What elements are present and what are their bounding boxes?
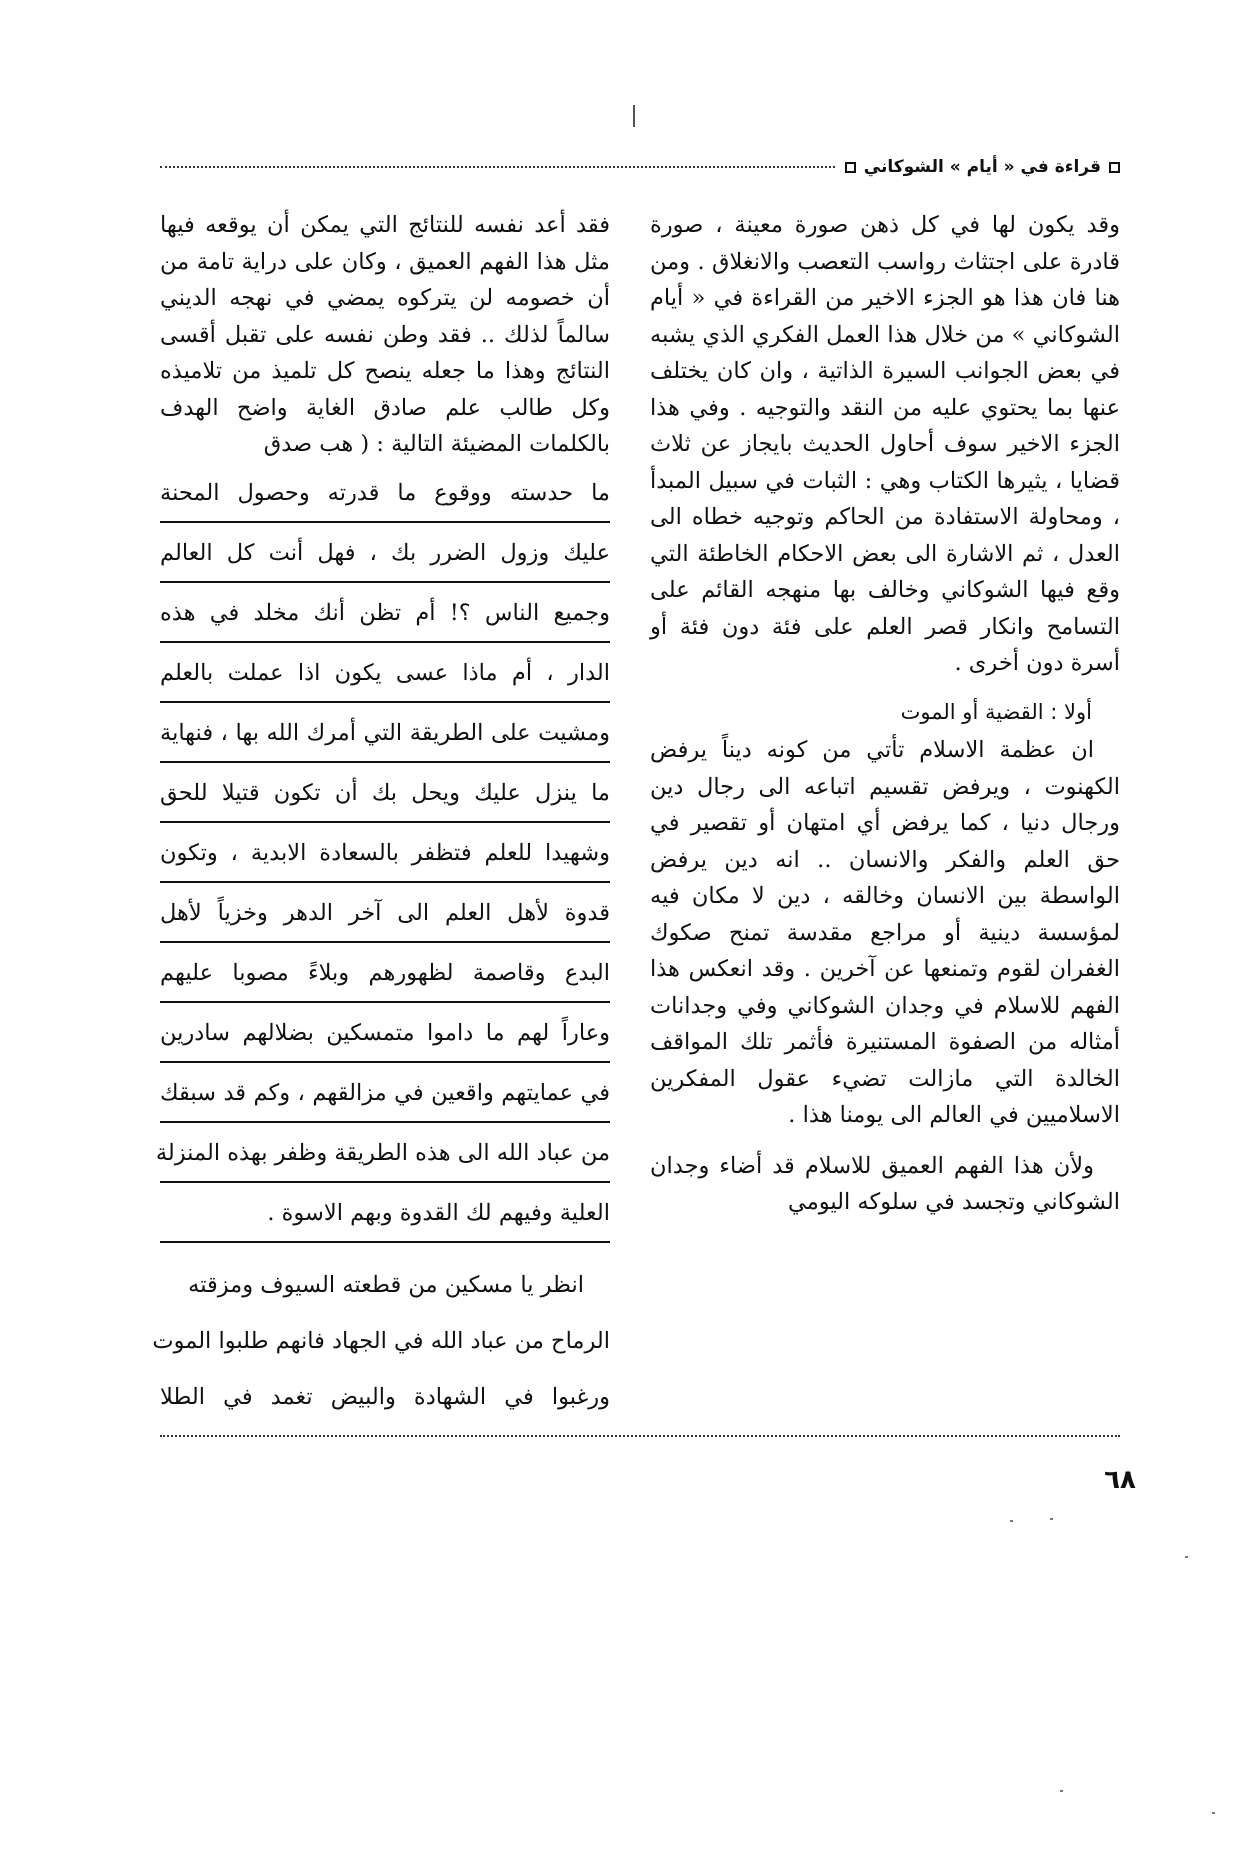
right-paragraph-2: ان عظمة الاسلام تأتي من كونه ديناً يرفض الكهنوت ، ويرفض تقسيم اتباعه الى رجال دين ورجال دنيا ، كما يرفض أي امتهان أو تقصير في حق العلم والفكر والانسان .. انه دين يرفض الواسطة بين الانسان وخالقه ، دين لا مكان فيه لمؤسسة دينية أو مراجع مقدسة تمنح صكوك الغفران لقوم وتمنعها عن آخرين . وقد انعكس هذا الفهم للاسلام في وجدان الشوكاني وفي وجدانات أمثاله من الصفوة المستنيرة فأثمر تلك المواقف الخالدة التي مازالت تضيء عقول المفكرين الاسلاميين في العالم الى يومنا هذا . xyxy=(650,737,1120,1128)
verse-block xyxy=(152,1257,610,1425)
header-box-icon xyxy=(845,162,856,173)
scan-speck xyxy=(1185,1556,1188,1558)
quote-line: الدار ، أم ماذا عسى يكون اذا عملت بالعلم xyxy=(160,643,610,703)
verse-line: ورغبوا في الشهادة والبيض تغمد في الطلا xyxy=(160,1383,610,1410)
header-dotted-rule xyxy=(160,166,835,168)
left-paragraph-1: فقد أعد نفسه للنتائج التي يمكن أن يوقعه فيها مثل هذا الفهم العميق ، وكان على دراية تامة من أن خصومه لن يتركوه يمضي في نهجه الديني سالماً لذلك .. فقد وطن نفسه على تقبل أقسى النتائج وهذا ما جعله ينصح كل تلميذ من تلاميذه وكل طالب علم صادق الغاية واضح الهدف بالكلمات المضيئة التالية : ( هب صدق xyxy=(160,212,610,457)
quote-line: من عباد الله الى هذه الطريقة وظفر بهذه المنزلة xyxy=(160,1123,610,1183)
footer-dotted-rule xyxy=(160,1435,1120,1437)
running-header xyxy=(160,150,1120,184)
quote-line: وجميع الناس ؟! أم تظن أنك مخلد في هذه xyxy=(160,583,610,643)
section-subheading: أولا : القضية أو الموت xyxy=(900,699,1092,724)
quote-line: ما ينزل عليك ويحل بك أن تكون قتيلا للحق xyxy=(160,763,610,823)
left-column xyxy=(152,207,610,1425)
right-paragraph-1: وقد يكون لها في كل ذهن صورة معينة ، صورة قادرة على اجتثاث رواسب التعصب والانغلاق . ومن هنا فان هذا هو الجزء الاخير من القراءة في « أيام الشوكاني » من خلال هذا العمل الفكري الذي يشبه في بعض الجوانب السيرة الذاتية ، وان كان يختلف عنها بما يحتوي عليه من النقد والتوجيه . وفي هذا الجزء الاخير سوف أحاول الحديث بايجاز عن ثلاث قضايا ، يثيرها الكتاب وهي : الثبات في سبيل المبدأ ، ومحاولة الاستفادة من الحاكم وتوجيه خطاه الى العدل ، ثم الاشارة الى بعض الاحكام الخاطئة التي وقع فيها الشوكاني وخالف بها منهجه القائم على التسامح وانكار قصر العلم على فئة دون فئة أو أسرة دون أخرى . xyxy=(650,212,1120,676)
quote-block xyxy=(155,463,610,1243)
right-paragraph-3: ولأن هذا الفهم العميق للاسلام قد أضاء وجدان الشوكاني وتجسد في سلوكه اليومي xyxy=(650,1152,1120,1215)
header-title: قراءة في « أيام » الشوكاني xyxy=(863,157,1101,177)
header-box-icon xyxy=(1109,162,1120,173)
quote-line: وعاراً لهم ما داموا متمسكين بضلالهم سادرين xyxy=(160,1003,610,1063)
quote-line: قدوة لأهل العلم الى آخر الدهر وخزياً لأهل xyxy=(160,883,610,943)
scan-speck xyxy=(1060,1790,1063,1792)
scan-speck xyxy=(1212,1812,1215,1814)
quote-line: في عمايتهم واقعين في مزالقهم ، وكم قد سبقك xyxy=(160,1063,610,1123)
verse-line: الرماح من عباد الله في الجهاد فانهم طلبوا الموت xyxy=(152,1327,610,1354)
quote-line: ما حدسته ووقوع ما قدرته وحصول المحنة xyxy=(160,463,610,523)
scan-speck xyxy=(1010,1520,1013,1522)
quote-line: عليك وزول الضرر بك ، فهل أنت كل العالم xyxy=(160,523,610,583)
right-column xyxy=(650,207,1120,1221)
top-margin-mark xyxy=(633,105,635,127)
scan-speck xyxy=(1050,1518,1053,1520)
verse-line: انظر يا مسكين من قطعته السيوف ومزقته xyxy=(188,1271,584,1298)
quote-line: العلية وفيهم لك القدوة وبهم الاسوة . xyxy=(160,1183,610,1243)
quote-line: البدع وقاصمة لظهورهم وبلاءً مصوبا عليهم xyxy=(160,943,610,1003)
page-number: ٦٨ xyxy=(1104,1465,1136,1495)
quote-line: ومشيت على الطريقة التي أمرك الله بها ، فنهاية xyxy=(160,703,610,763)
quote-line: وشهيدا للعلم فتظفر بالسعادة الابدية ، وتكون xyxy=(160,823,610,883)
